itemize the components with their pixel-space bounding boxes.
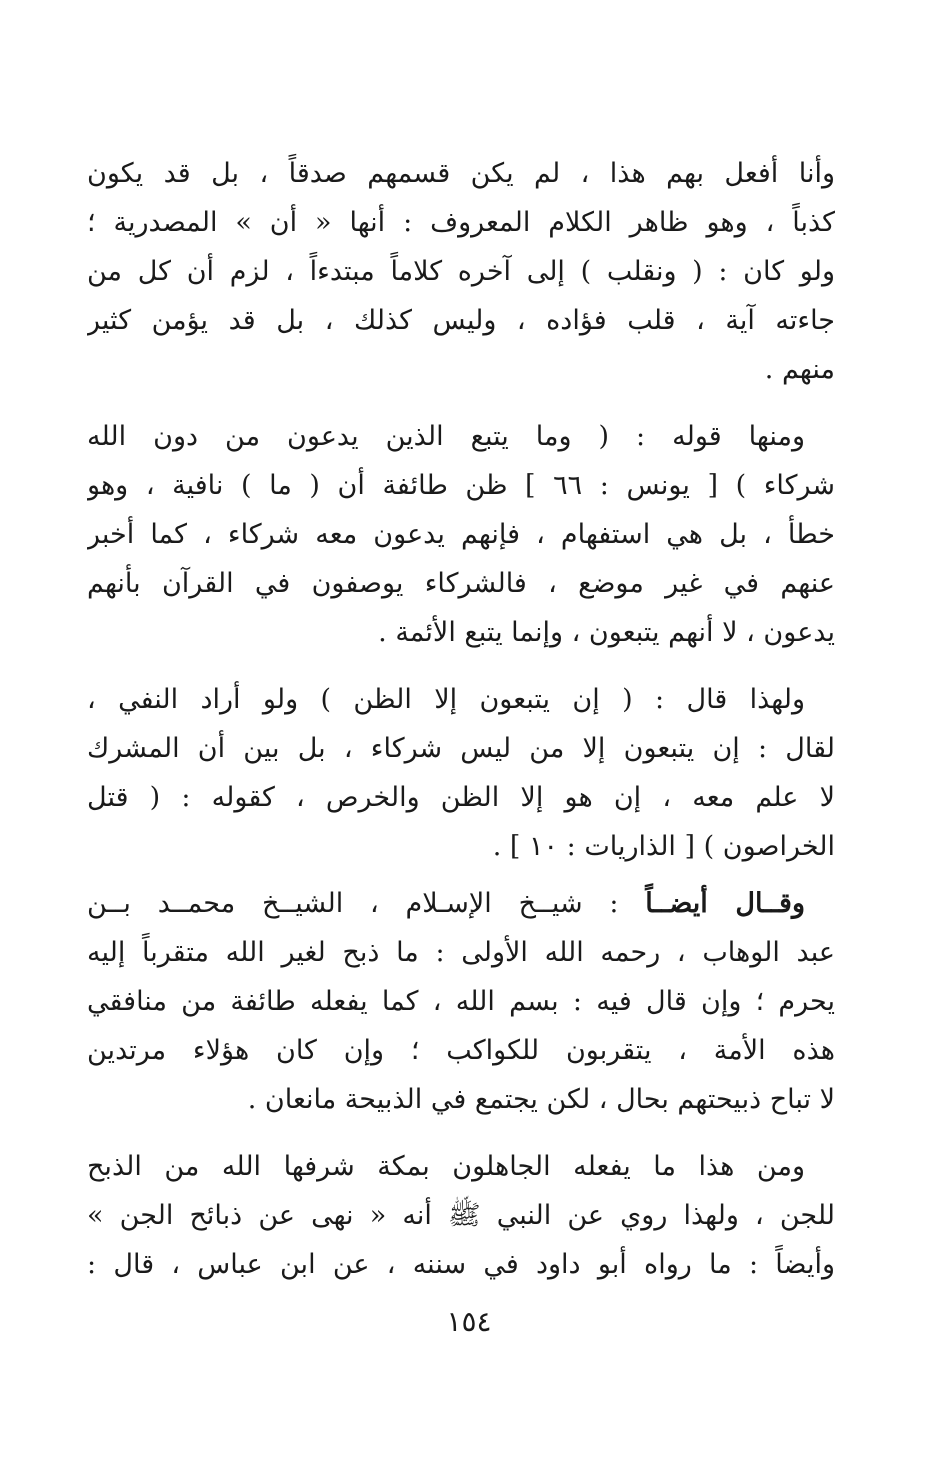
text-line: لقال : إن يتبعون إلا من ليس شركاء ، بل بين أن المشرك	[87, 733, 835, 764]
text-line: عنهم في غير موضع ، فالشركاء يوصفون في القرآن بأنهم	[87, 568, 835, 599]
text-line: كذباً ، وهو ظاهر الكلام المعروف : أنها « أن » المصدرية ؛	[87, 207, 835, 238]
text-line-rest: : شيــخ الإسـلام ، الشيــخ محمــد بــن	[87, 888, 646, 919]
text-line: هذه الأمة ، يتقربون للكواكب ؛ وإن كان هؤلاء مرتدين	[87, 1035, 835, 1066]
text-line: خطأ ، بل هي استفهام ، فإنهم يدعون معه شركاء ، كما أخبر	[87, 519, 835, 550]
text-line: وأنا أفعل بهم هذا ، لم يكن قسمهم صدقاً ، بل قد يكون	[87, 158, 835, 189]
text-line: يحرم ؛ وإن قال فيه : بسم الله ، كما يفعله طائفة من منافقي	[87, 986, 835, 1017]
text-line: يدعون ، لا أنهم يتبعون ، وإنما يتبع الأئمة .	[378, 617, 835, 648]
text-line: للجن ، ولهذا روي عن النبي ﷺ أنه « نهى عن ذبائح الجن »	[87, 1200, 835, 1231]
text-line: ومنها قوله : ( وما يتبع الذين يدعون من دون الله	[87, 421, 805, 452]
text-line: جاءته آية ، قلب فؤاده ، وليس كذلك ، بل قد يؤمن كثير	[87, 305, 835, 336]
page-number: ١٥٤	[446, 1305, 492, 1338]
text-line: الخراصون ) [ الذاريات : ١٠ ] .	[492, 831, 835, 862]
main-text	[87, 150, 835, 1280]
text-line: عبد الوهاب ، رحمه الله الأولى : ما ذبح لغير الله متقرباً إليه	[87, 937, 835, 968]
text-line: ولو كان : ( ونقلب ) إلى آخره كلاماً مبتدءاً ، لزم أن كل من	[87, 256, 835, 287]
text-line: وأيضاً : ما رواه أبو داود في سننه ، عن ابن عباس ، قال :	[87, 1249, 835, 1280]
text-line: ولهذا قال : ( إن يتبعون إلا الظن ) ولو أراد النفي ،	[87, 684, 805, 715]
text-line: لا تباح ذبيحتهم بحال ، لكن يجتمع في الذبيحة مانعان .	[247, 1084, 835, 1115]
bold-lead: وقــال أيضــاً	[645, 888, 805, 919]
text-line: لا علم معه ، إن هو إلا الظن والخرص ، كقوله : ( قتل	[87, 782, 835, 813]
text-line: منهم .	[764, 354, 835, 385]
text-line: شركاء ) [ يونس : ٦٦ ] ظن طائفة أن ( ما ) نافية ، وهو	[87, 470, 835, 501]
text-line: ومن هذا ما يفعله الجاهلون بمكة شرفها الله من الذبح	[87, 1151, 805, 1182]
text-line	[87, 880, 805, 928]
